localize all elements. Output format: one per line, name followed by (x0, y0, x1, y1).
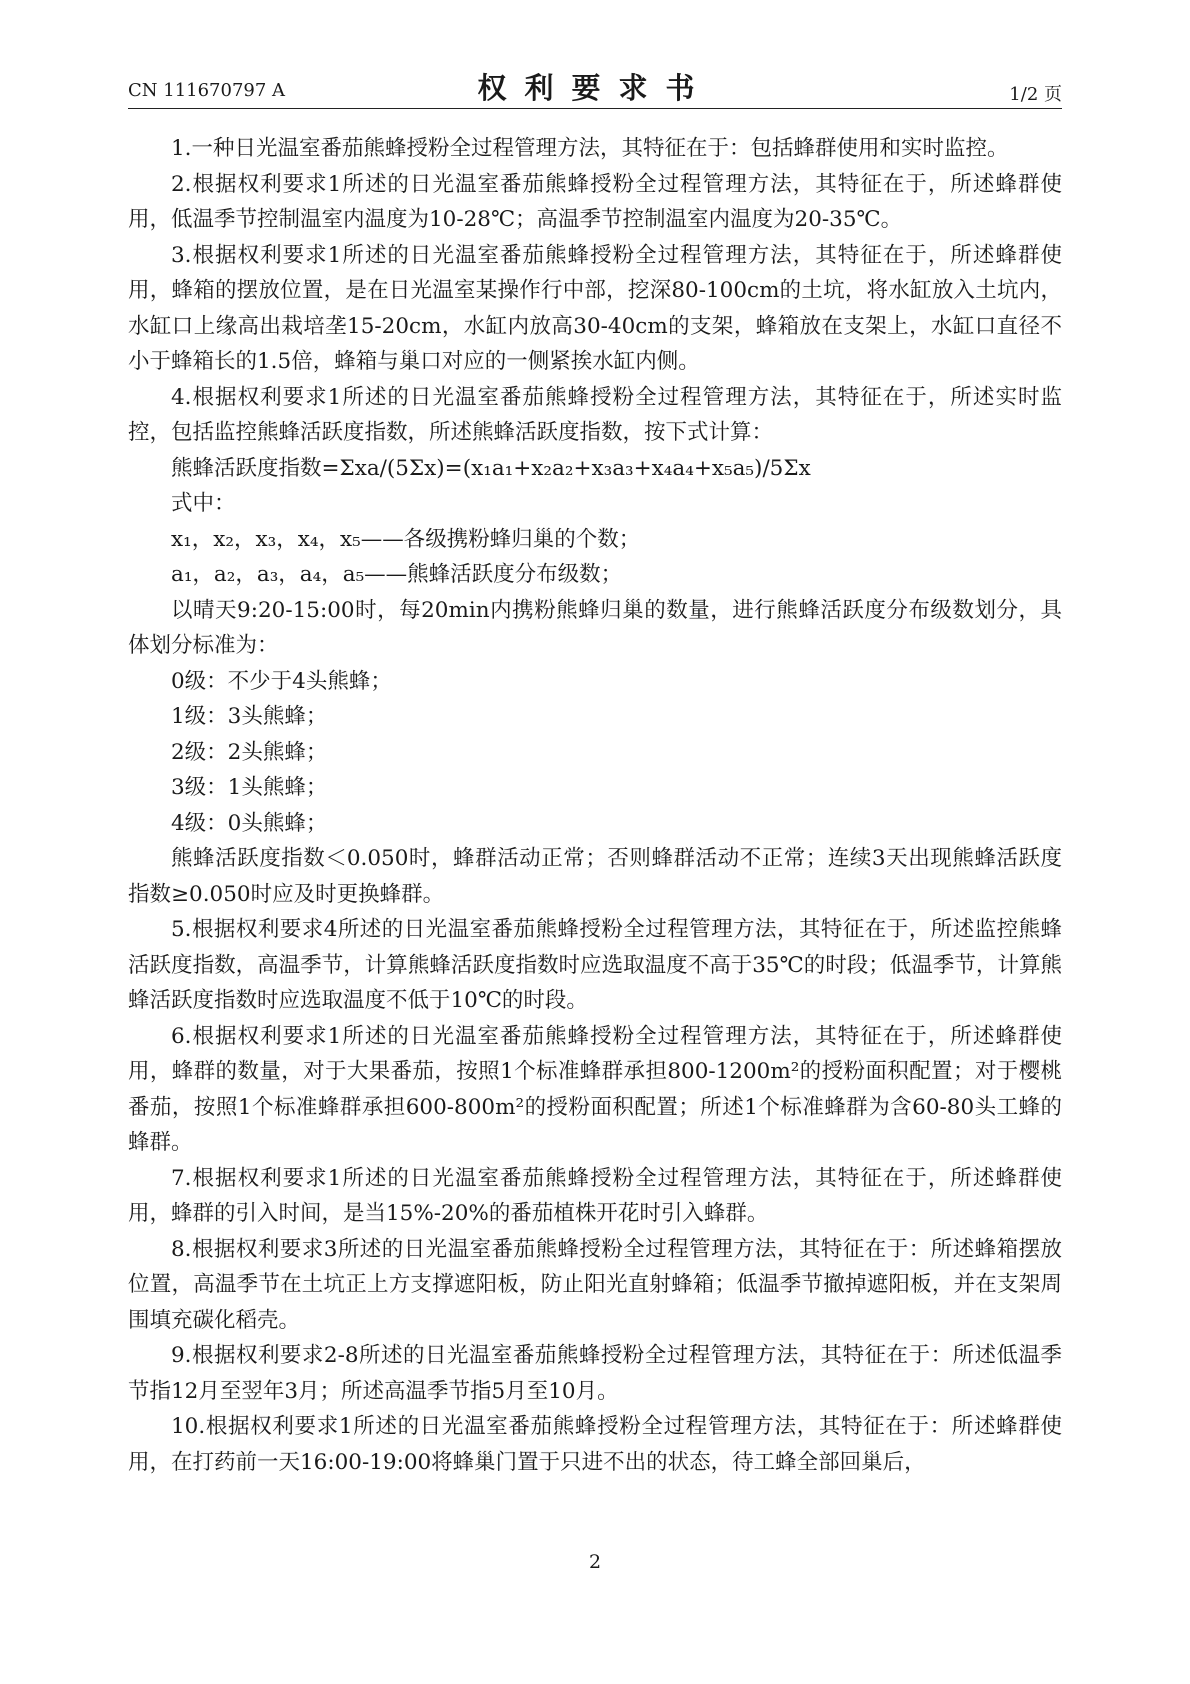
grade-item: 2级：2头熊蜂； (171, 739, 328, 765)
claim-6: 6.根据权利要求1所述的日光温室番茄熊蜂授粉全过程管理方法，其特征在于，所述蜂群使用，蜂群的数量，对于大果番茄，按照1个标准蜂群承担800-1200m²的授粉面积配置；对于樱桃番茄，按照1个标准蜂群承担600-800m²的授粉面积配置；所述1个标准蜂群为含60-80头工蜂的蜂群。 (128, 1023, 1062, 1155)
claim-10: 10.根据权利要求1所述的日光温室番茄熊蜂授粉全过程管理方法，其特征在于：所述蜂群使用，在打药前一天16:00-19:00将蜂巢门置于只进不出的状态，待工蜂全部回巢后， (128, 1414, 1062, 1475)
variable-x-definition: x₁，x₂，x₃，x₄，x₅——各级携粉蜂归巢的个数； (171, 526, 641, 552)
claim-1: 1.一种日光温室番茄熊蜂授粉全过程管理方法，其特征在于：包括蜂群使用和实时监控。 (171, 136, 1009, 161)
claim-7: 7.根据权利要求1所述的日光温室番茄熊蜂授粉全过程管理方法，其特征在于，所述蜂群使用，蜂群的引入时间，是当15%-20%的番茄植株开花时引入蜂群。 (128, 1165, 1062, 1226)
claim-4: 4.根据权利要求1所述的日光温室番茄熊蜂授粉全过程管理方法，其特征在于，所述实时监控，包括监控熊蜂活跃度指数，所述熊蜂活跃度指数，按下式计算： (128, 384, 1062, 445)
claim-3: 3.根据权利要求1所述的日光温室番茄熊蜂授粉全过程管理方法，其特征在于，所述蜂群使用，蜂箱的摆放位置，是在日光温室某操作行中部，挖深80-100cm的土坑，将水缸放入土坑内，水缸口上缘高出栽培垄15-20cm，水缸内放高30-40cm的支架，蜂箱放在支架上，水缸口直径不小于蜂箱长的1.5倍，蜂箱与巢口对应的一侧紧挨水缸内侧。 (128, 242, 1062, 374)
grade-item: 4级：0头熊蜂； (171, 810, 328, 836)
header-divider (128, 108, 1062, 109)
grade-item: 0级：不少于4头熊蜂； (171, 668, 392, 694)
page-indicator: 1/2 页 (1009, 84, 1062, 105)
grade-item: 3级：1头熊蜂； (171, 775, 328, 800)
variable-a-definition: a₁，a₂，a₃，a₄，a₅——熊蜂活跃度分布级数； (171, 562, 623, 587)
page-header (128, 66, 1062, 106)
grade-item: 1级：3头熊蜂； (171, 704, 328, 729)
grading-intro: 以晴天9:20-15:00时，每20min内携粉熊蜂归巢的数量，进行熊蜂活跃度分布级数划分，具体划分标准为： (128, 597, 1062, 658)
formula: 熊蜂活跃度指数=Σxa/(5Σx)=(x₁a₁+x₂a₂+x₃a₃+x₄a₄+x₅a₅)/5Σx (171, 455, 811, 481)
claim-2: 2.根据权利要求1所述的日光温室番茄熊蜂授粉全过程管理方法，其特征在于，所述蜂群使用，低温季节控制温室内温度为10-28℃；高温季节控制温室内温度为20-35℃。 (128, 171, 1062, 232)
claims-body (128, 131, 1062, 1480)
formula-where: 式中： (171, 491, 236, 516)
document-number: CN 111670797 A (128, 80, 286, 101)
grading-conclusion: 熊蜂活跃度指数＜0.050时，蜂群活动正常；否则蜂群活动不正常；连续3天出现熊蜂活跃度指数≥0.050时应及时更换蜂群。 (128, 846, 1062, 907)
claim-8: 8.根据权利要求3所述的日光温室番茄熊蜂授粉全过程管理方法，其特征在于：所述蜂箱摆放位置，高温季节在土坑正上方支撑遮阳板，防止阳光直射蜂箱；低温季节撤掉遮阳板，并在支架周围填充碳化稻壳。 (128, 1236, 1062, 1333)
claim-9: 9.根据权利要求2-8所述的日光温室番茄熊蜂授粉全过程管理方法，其特征在于：所述低温季节指12月至翌年3月；所述高温季节指5月至10月。 (128, 1343, 1062, 1404)
page-title: 权利要求书 (477, 71, 713, 105)
page-number: 2 (588, 1551, 602, 1573)
claim-5: 5.根据权利要求4所述的日光温室番茄熊蜂授粉全过程管理方法，其特征在于，所述监控熊蜂活跃度指数，高温季节，计算熊蜂活跃度指数时应选取温度不高于35℃的时段；低温季节，计算熊蜂活跃度指数时应选取温度不低于10℃的时段。 (128, 917, 1062, 1013)
